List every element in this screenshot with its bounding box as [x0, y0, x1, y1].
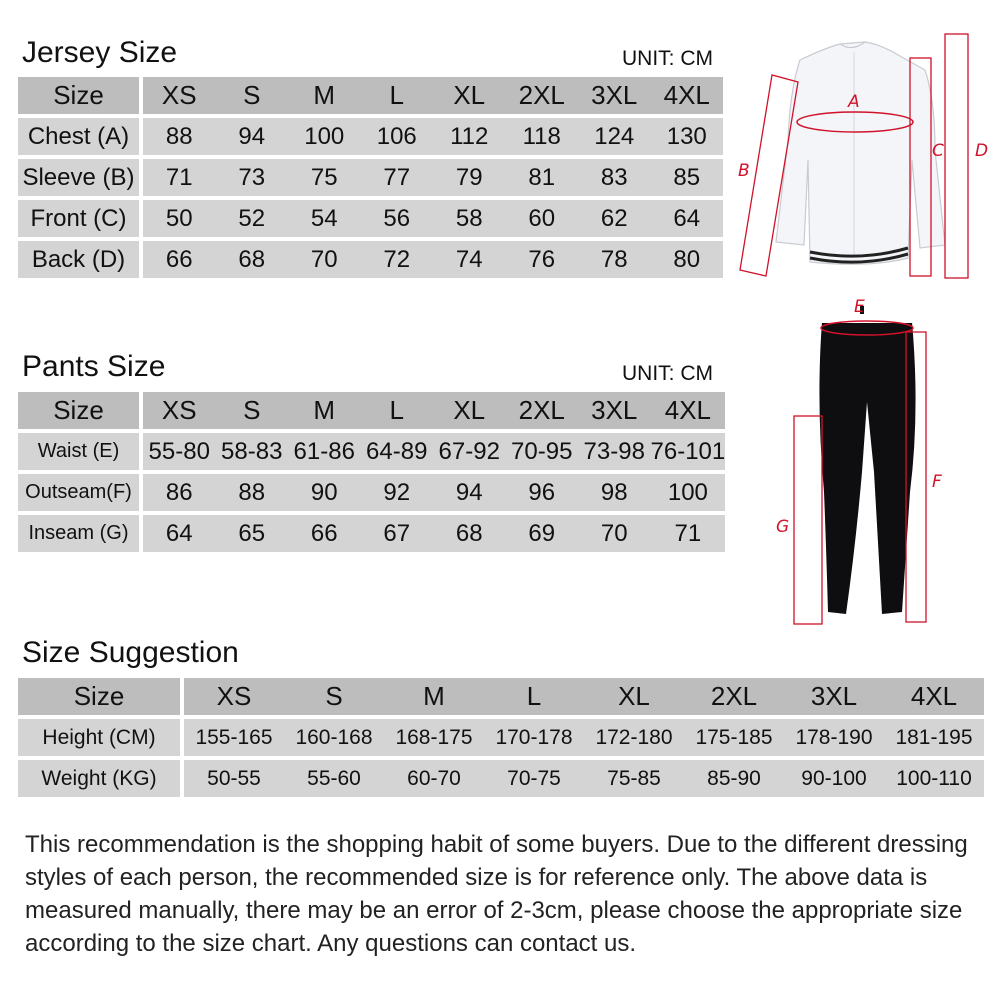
table-cell: 77: [361, 159, 434, 200]
table-cell: 170-178: [484, 719, 584, 760]
table-cell: 155-165: [184, 719, 284, 760]
table-cell: 86: [143, 474, 216, 515]
header-size-cell: L: [361, 77, 434, 118]
table-cell: 78: [578, 241, 651, 278]
table-cell: 83: [578, 159, 651, 200]
jersey-figure: [730, 30, 995, 290]
label-d: D: [975, 141, 989, 161]
table-cell: 73: [216, 159, 289, 200]
table-row: [18, 241, 723, 278]
table-cell: 67-92: [433, 433, 506, 474]
table-row: [18, 118, 723, 159]
header-size-label: Size: [18, 678, 184, 719]
table-cell: 64: [651, 200, 724, 241]
header-size-cell: XL: [433, 392, 506, 433]
size-suggestion-table: [18, 678, 984, 797]
header-size-cell: L: [484, 678, 584, 719]
table-header-row: [18, 392, 725, 433]
table-cell: 70-95: [506, 433, 579, 474]
row-label: Height (CM): [18, 719, 184, 760]
header-size-cell: XL: [433, 77, 506, 118]
table-cell: 60: [506, 200, 579, 241]
table-cell: 106: [361, 118, 434, 159]
header-size-cell: S: [216, 77, 289, 118]
header-size-cell: 3XL: [784, 678, 884, 719]
row-label: Outseam(F): [18, 474, 143, 515]
row-label: Chest (A): [18, 118, 143, 159]
table-cell: 85-90: [684, 760, 784, 797]
table-row: [18, 760, 984, 797]
header-size-cell: XS: [143, 77, 216, 118]
table-cell: 79: [433, 159, 506, 200]
table-cell: 98: [578, 474, 651, 515]
header-size-cell: M: [288, 77, 361, 118]
table-row: [18, 159, 723, 200]
jersey-size-table: [18, 77, 723, 278]
table-cell: 69: [506, 515, 579, 552]
table-cell: 67: [361, 515, 434, 552]
table-cell: 73-98: [578, 433, 651, 474]
table-cell: 70: [578, 515, 651, 552]
row-label: Front (C): [18, 200, 143, 241]
table-cell: 100: [288, 118, 361, 159]
table-cell: 66: [288, 515, 361, 552]
header-size-cell: S: [284, 678, 384, 719]
table-cell: 64-89: [361, 433, 434, 474]
table-cell: 168-175: [384, 719, 484, 760]
table-cell: 55-60: [284, 760, 384, 797]
table-cell: 96: [506, 474, 579, 515]
inseam-measure-box: [794, 416, 822, 624]
table-cell: 124: [578, 118, 651, 159]
label-e: E: [854, 297, 865, 317]
header-size-cell: M: [288, 392, 361, 433]
table-cell: 58-83: [216, 433, 289, 474]
header-size-cell: XL: [584, 678, 684, 719]
table-row: [18, 474, 725, 515]
label-c: C: [932, 141, 944, 161]
pants-figure: [770, 292, 970, 632]
table-cell: 50: [143, 200, 216, 241]
header-size-cell: 4XL: [651, 77, 724, 118]
size-note-paragraph: This recommendation is the shopping habit of some buyers. Due to the different dressing styles of each person, the recommended size is for reference only. The above data is measured manually, there may be an error of 2-3cm, please choose the appropriate size according to the size chart. Any questions can contact us.: [25, 831, 968, 957]
header-size-cell: 3XL: [578, 77, 651, 118]
table-cell: 92: [361, 474, 434, 515]
table-cell: 100: [651, 474, 726, 515]
table-header-row: [18, 678, 984, 719]
header-size-cell: 2XL: [506, 392, 579, 433]
table-cell: 62: [578, 200, 651, 241]
row-label: Waist (E): [18, 433, 143, 474]
table-cell: 112: [433, 118, 506, 159]
header-size-cell: S: [216, 392, 289, 433]
table-header-row: [18, 77, 723, 118]
table-cell: 76: [506, 241, 579, 278]
header-size-cell: XS: [143, 392, 216, 433]
pants-size-title: Pants Size: [22, 350, 166, 383]
table-cell: 61-86: [288, 433, 361, 474]
table-row: [18, 200, 723, 241]
table-cell: 90: [288, 474, 361, 515]
header-size-cell: 2XL: [684, 678, 784, 719]
table-cell: 66: [143, 241, 216, 278]
table-cell: 68: [216, 241, 289, 278]
table-cell: 71: [143, 159, 216, 200]
label-g: G: [776, 517, 790, 537]
table-cell: 85: [651, 159, 724, 200]
table-cell: 118: [506, 118, 579, 159]
jersey-illustration: [776, 42, 945, 264]
table-row: [18, 433, 725, 474]
table-cell: 72: [361, 241, 434, 278]
table-cell: 74: [433, 241, 506, 278]
size-suggestion-title: Size Suggestion: [22, 636, 239, 669]
pants-illustration: [819, 306, 915, 614]
table-cell: 94: [433, 474, 506, 515]
header-size-cell: 2XL: [506, 77, 579, 118]
table-cell: 64: [143, 515, 216, 552]
table-cell: 70: [288, 241, 361, 278]
table-cell: 88: [143, 118, 216, 159]
table-cell: 56: [361, 200, 434, 241]
jersey-unit-label: UNIT: CM: [622, 47, 713, 70]
table-cell: 175-185: [684, 719, 784, 760]
header-size-label: Size: [18, 392, 143, 433]
table-cell: 55-80: [143, 433, 216, 474]
table-cell: 76-101: [651, 433, 726, 474]
table-cell: 65: [216, 515, 289, 552]
table-cell: 178-190: [784, 719, 884, 760]
table-cell: 94: [216, 118, 289, 159]
row-label: Inseam (G): [18, 515, 143, 552]
row-label: Sleeve (B): [18, 159, 143, 200]
table-row: [18, 515, 725, 552]
table-cell: 54: [288, 200, 361, 241]
table-cell: 172-180: [584, 719, 684, 760]
table-cell: 90-100: [784, 760, 884, 797]
table-cell: 71: [651, 515, 726, 552]
header-size-cell: 4XL: [884, 678, 984, 719]
table-row: [18, 719, 984, 760]
table-cell: 75-85: [584, 760, 684, 797]
pants-size-table: [18, 392, 725, 552]
header-size-cell: 4XL: [651, 392, 726, 433]
header-size-cell: XS: [184, 678, 284, 719]
table-cell: 52: [216, 200, 289, 241]
pants-unit-label: UNIT: CM: [622, 362, 713, 385]
label-b: B: [738, 161, 750, 181]
header-size-cell: L: [361, 392, 434, 433]
row-label: Weight (KG): [18, 760, 184, 797]
table-cell: 160-168: [284, 719, 384, 760]
table-cell: 100-110: [884, 760, 984, 797]
back-measure-box: [945, 34, 968, 278]
label-a: A: [848, 92, 860, 112]
label-f: F: [932, 472, 942, 492]
row-label: Back (D): [18, 241, 143, 278]
header-size-label: Size: [18, 77, 143, 118]
table-cell: 75: [288, 159, 361, 200]
table-cell: 88: [216, 474, 289, 515]
table-cell: 81: [506, 159, 579, 200]
table-cell: 50-55: [184, 760, 284, 797]
header-size-cell: M: [384, 678, 484, 719]
table-cell: 58: [433, 200, 506, 241]
table-cell: 181-195: [884, 719, 984, 760]
table-cell: 80: [651, 241, 724, 278]
jersey-size-title: Jersey Size: [22, 36, 178, 69]
table-cell: 68: [433, 515, 506, 552]
header-size-cell: 3XL: [578, 392, 651, 433]
table-cell: 70-75: [484, 760, 584, 797]
table-cell: 60-70: [384, 760, 484, 797]
table-cell: 130: [651, 118, 724, 159]
